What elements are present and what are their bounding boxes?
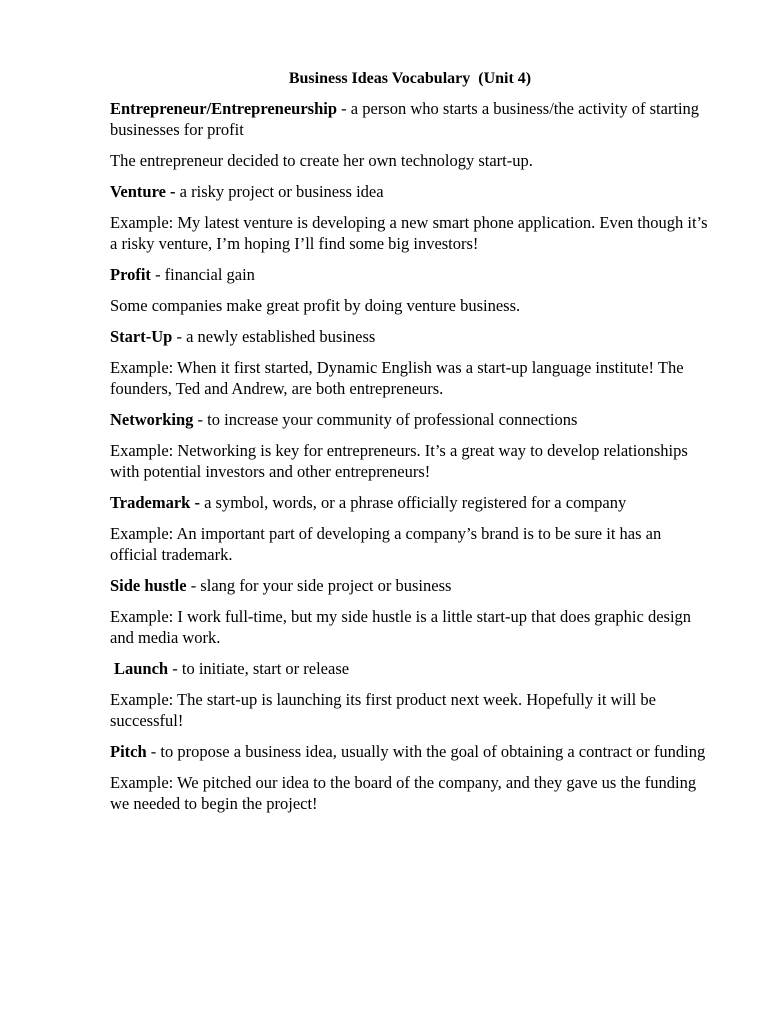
term-networking: Networking — [110, 410, 194, 429]
term-side-hustle: Side hustle — [110, 576, 187, 595]
example-venture: Example: My latest venture is developing a new smart phone application. Even though it’s a risky venture, I’m hoping I’ll find some big investors! — [110, 213, 708, 253]
example-side-hustle: Example: I work full-time, but my side hustle is a little start-up that does graphic design and media work. — [110, 607, 692, 647]
term-trademark: Trademark - — [110, 493, 200, 512]
example-launch: Example: The start-up is launching its first product next week. Hopefully it will be successful! — [110, 690, 656, 730]
definition-launch — [110, 658, 710, 679]
definition-venture — [110, 181, 710, 202]
definition-text-venture: a risky project or business idea — [175, 182, 384, 201]
definition-text-pitch: - to propose a business idea, usually with the goal of obtaining a contract or funding — [146, 742, 706, 761]
definition-networking — [110, 409, 710, 430]
term-entrepreneur: Entrepreneur/Entrepreneurship — [110, 99, 338, 118]
term-pitch: Pitch — [110, 742, 147, 761]
definition-text-launch: - to initiate, start or release — [168, 659, 350, 678]
definition-text-trademark: a symbol, words, or a phrase officially registered for a company — [199, 493, 627, 512]
definition-start-up — [110, 326, 710, 347]
definition-text-entrepreneur: - a person who starts a business/the activity of starting businesses for profit — [110, 99, 700, 139]
example-pitch: Example: We pitched our idea to the board of the company, and they gave us the funding we needed to begin the project! — [110, 773, 697, 813]
example-start-up: Example: When it first started, Dynamic English was a start-up language institute! The founders, Ted and Andrew, are both entrepreneurs. — [110, 358, 684, 398]
definition-entrepreneur — [110, 98, 710, 140]
term-start-up: Start-Up — [110, 327, 173, 346]
definition-text-side-hustle: - slang for your side project or business — [186, 576, 452, 595]
definition-text-networking: - to increase your community of professional connections — [193, 410, 578, 429]
definition-side-hustle — [110, 575, 710, 596]
definition-profit — [110, 264, 710, 285]
example-entrepreneur: The entrepreneur decided to create her own technology start-up. — [110, 151, 533, 170]
term-launch: Launch — [114, 659, 169, 678]
definition-trademark — [110, 492, 710, 513]
example-trademark: Example: An important part of developing a company’s brand is to be sure it has an official trademark. — [110, 524, 662, 564]
document-content — [110, 69, 710, 824]
definition-text-profit: - financial gain — [150, 265, 255, 284]
definition-text-start-up: - a newly established business — [172, 327, 376, 346]
example-networking: Example: Networking is key for entrepreneurs. It’s a great way to develop relationships with potential investors and other entrepreneurs! — [110, 441, 688, 481]
term-profit: Profit — [110, 265, 151, 284]
term-venture: Venture - — [110, 182, 176, 201]
example-profit: Some companies make great profit by doing venture business. — [110, 296, 521, 315]
document-title: Business Ideas Vocabulary (Unit 4) — [288, 70, 532, 87]
definition-pitch — [110, 741, 710, 762]
